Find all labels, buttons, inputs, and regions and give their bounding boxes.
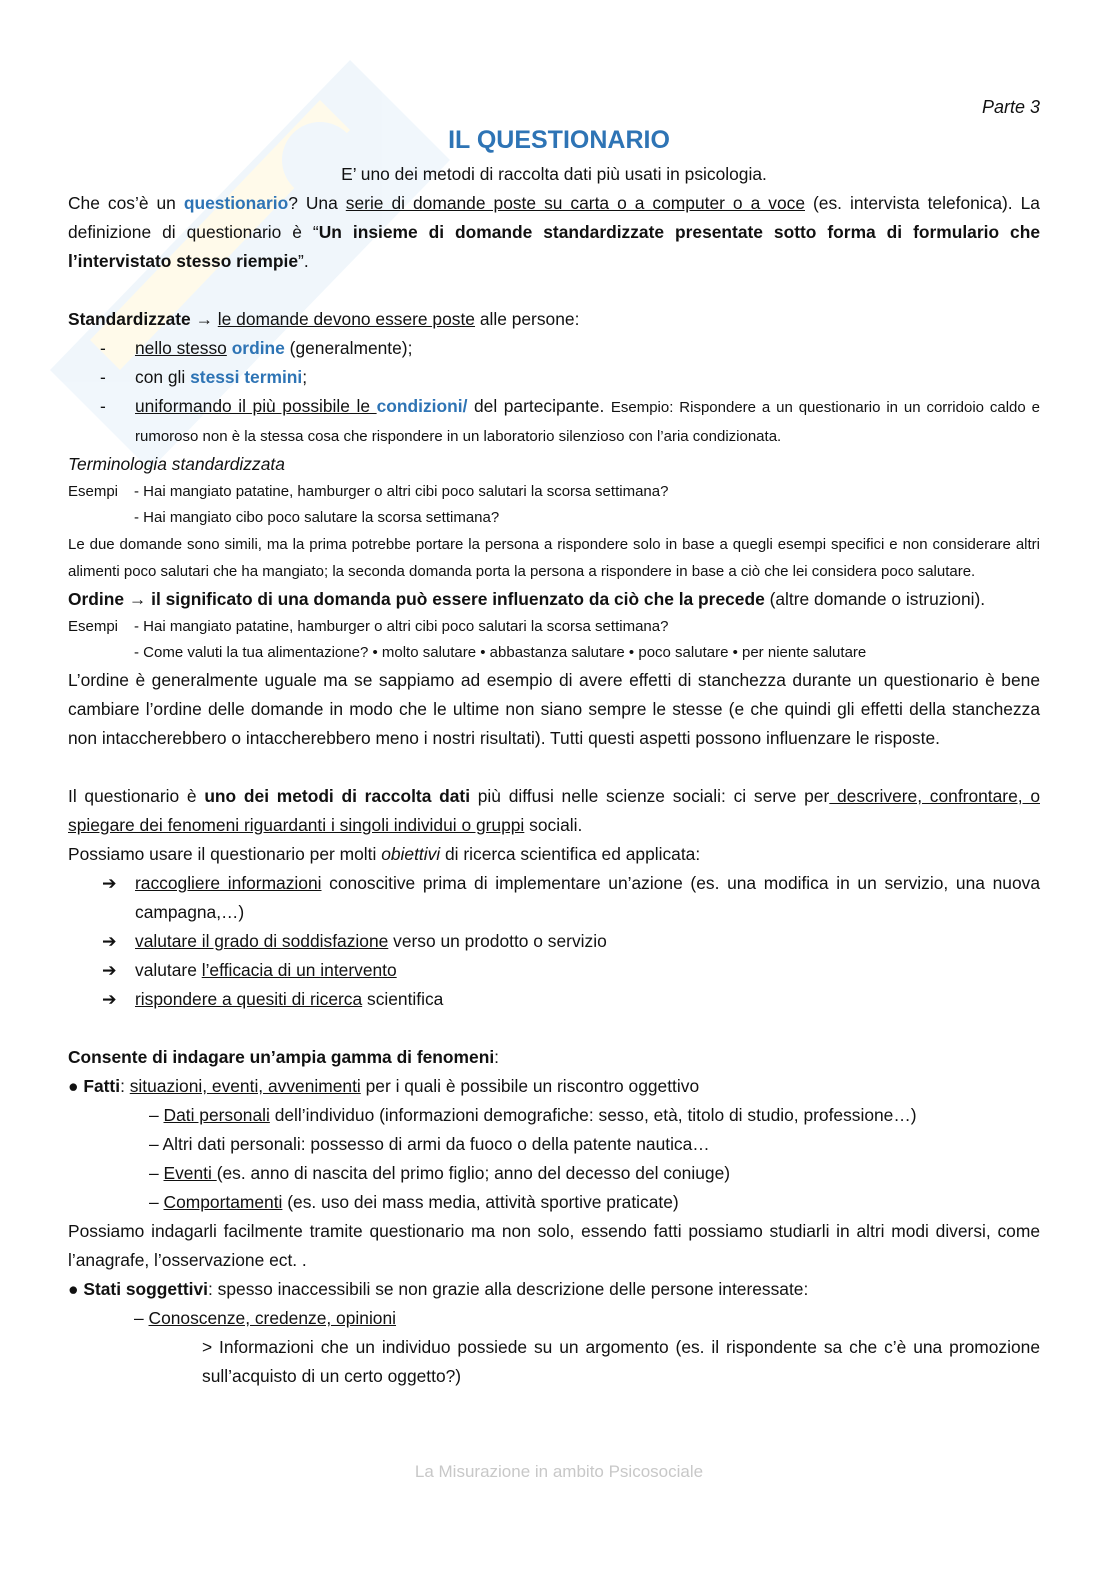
- list-item: - uniformando il più possibile le condizioni/ del partecipante. Esempio: Rispondere a un questionario in un corridoio caldo e rumoroso non è la stessa cosa che rispondere in un laboratorio silenzioso con l’aria condizionata.: [100, 396, 1040, 445]
- part-label: Parte 3: [981, 97, 1040, 117]
- facts-line: ● Fatti: situazioni, eventi, avvenimenti per i quali è possibile un riscontro oggettivo: [68, 1076, 700, 1096]
- arrow-item: ➔ raccogliere informazioni conoscitive prima di implementare un’azione (es. una modifica in un servizio, una nuova campagna,…): [102, 873, 1040, 922]
- subjective-line: ● Stati soggettivi: spesso inaccessibili se non grazie alla descrizione delle persone interessate:: [68, 1279, 809, 1299]
- page-title: IL QUESTIONARIO: [448, 126, 670, 154]
- arrow-item: ➔ valutare il grado di soddisfazione verso un prodotto o servizio: [102, 931, 607, 951]
- list-item: - nello stesso ordine (generalmente);: [100, 338, 413, 358]
- subjective-item: – Conoscenze, credenze, opinioni: [134, 1308, 397, 1328]
- terminology-note: Le due domande sono simili, ma la prima potrebbe portare la persona a rispondere solo in base a quegli esempi specifici e non considerare altri alimenti poco salutari che ha mangiato; la seconda domanda porta la persona a rispondere in base a ciò che lei considera poco salutare.: [68, 536, 1040, 580]
- example-row: - Come valuti la tua alimentazione? • molto salutare • abbastanza salutare • poco salutare • per niente salutare: [134, 644, 867, 661]
- order-paragraph: L’ordine è generalmente uguale ma se sappiamo ad esempio di avere effetti di stanchezza durante un questionario è bene cambiare l’ordine delle domande in modo che le ultime non siano sempre le stesse (e che quindi gli effetti della stanchezza non intaccherebbero o intaccherebbero meno i nostri risultati). Tutti questi aspetti possono influenzare le risposte.: [68, 670, 1040, 748]
- facts-item: – Comportamenti (es. uso dei mass media, attività sportive praticate): [149, 1192, 679, 1212]
- example-row: Esempi - Hai mangiato patatine, hamburger o altri cibi poco salutari la scorsa settimana?: [68, 483, 669, 500]
- example-row: - Hai mangiato cibo poco salutare la scorsa settimana?: [134, 509, 500, 526]
- order-heading: Ordine → il significato di una domanda può essere influenzato da ciò che la precede (altre domande o istruzioni).: [68, 589, 986, 609]
- facts-item: – Dati personali dell’individuo (informazioni demografiche: sesso, età, titolo di studio, professione…): [149, 1105, 917, 1125]
- document-body: [68, 160, 1040, 1391]
- objectives-line: Possiamo usare il questionario per molti obiettivi di ricerca scientifica ed applicata:: [68, 844, 701, 864]
- intro-paragraph: Che cos’è un questionario? Una serie di domande poste su carta o a computer o a voce (es. intervista telefonica). La definizione di questionario è “Un insieme di domande standardizzate presentate sotto forma di formulario che l’intervistato stesso riempie”.: [68, 193, 1040, 271]
- facts-note: Possiamo indagarli facilmente tramite questionario ma non solo, essendo fatti possiamo studiarli in altri modi diversi, come l’anagrafe, l’osservazione ect. .: [68, 1221, 1040, 1270]
- range-heading: Consente di indagare un’ampia gamma di fenomeni:: [68, 1047, 499, 1067]
- subtitle: E’ uno dei metodi di raccolta dati più usati in psicologia.: [341, 164, 767, 184]
- arrow-item: ➔ valutare l’efficacia di un intervento: [102, 960, 397, 980]
- facts-item: – Altri dati personali: possesso di armi da fuoco o della patente nautica…: [149, 1134, 710, 1154]
- facts-item: – Eventi (es. anno di nascita del primo figlio; anno del decesso del coniuge): [149, 1163, 731, 1183]
- standardized-heading: Standardizzate → le domande devono essere poste alle persone:: [68, 309, 580, 329]
- example-row: Esempi - Hai mangiato patatine, hamburger o altri cibi poco salutari la scorsa settimana?: [68, 618, 669, 635]
- terminology-heading: Terminologia standardizzata: [68, 454, 285, 474]
- list-item: - con gli stessi termini;: [100, 367, 308, 387]
- methods-paragraph: Il questionario è uno dei metodi di raccolta dati più diffusi nelle scienze sociali: ci serve per descrivere, confrontare, o spiegare dei fenomeni riguardanti i singoli individui o gruppi sociali.: [68, 786, 1040, 835]
- arrow-item: ➔ rispondere a quesiti di ricerca scientifica: [102, 989, 444, 1009]
- footer-text: La Misurazione in ambito Psicosociale: [414, 1462, 704, 1481]
- subjective-info: > Informazioni che un individuo possiede su un argomento (es. il rispondente sa che c’è una promozione sull’acquisto di un certo oggetto?): [202, 1337, 1040, 1386]
